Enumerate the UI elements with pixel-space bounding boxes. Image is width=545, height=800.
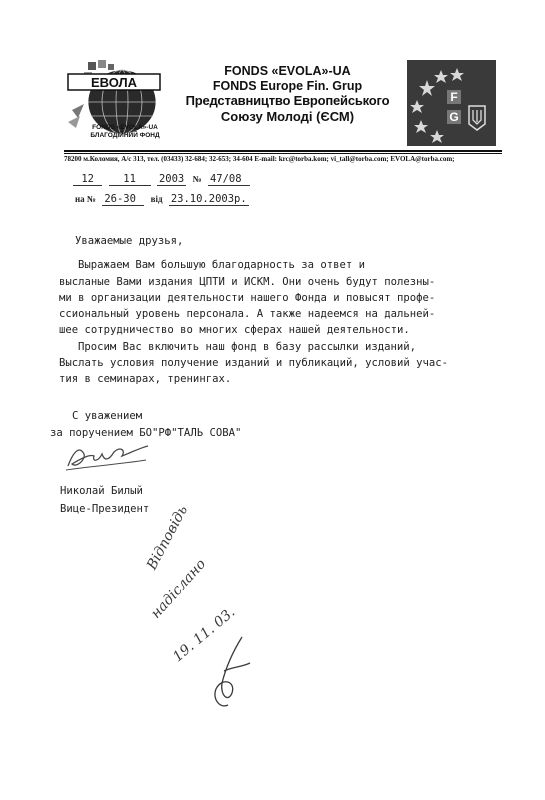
european-union-emblem bbox=[407, 60, 496, 146]
paragraph-1-line-5: шее сотрудничество во многих сферах нашей деятельности. bbox=[59, 324, 410, 337]
greeting: Уважаемые друзья, bbox=[75, 235, 184, 247]
handwritten-line-2: надіслано bbox=[148, 556, 210, 622]
logo-caption-line-2: БЛАГОДІЙНИЙ ФОНД bbox=[90, 131, 160, 139]
closing-regards: С уважением bbox=[72, 410, 143, 422]
closing-on-behalf: за поручением БО"РФ"ТАЛЬ СОВА" bbox=[50, 426, 242, 439]
org-line-4: Союзу Молоді (ЄСМ) bbox=[220, 109, 355, 124]
paragraph-1-line-1: Выражаем Вам большую благодарность за ответ и bbox=[78, 259, 366, 272]
reply-label: на № bbox=[75, 194, 96, 204]
handwritten-initials bbox=[202, 633, 262, 713]
svg-text:F: F bbox=[450, 90, 458, 104]
reply-reference bbox=[75, 193, 249, 205]
outgoing-reference bbox=[73, 173, 250, 185]
date-day: 12 bbox=[81, 173, 94, 185]
handwritten-line-3: 19. 11. 03. bbox=[170, 604, 239, 666]
paragraph-2-line-3: тия в семинарах, тренингах. bbox=[59, 373, 232, 386]
paragraph-2-line-2: Выслать условия получение изданий и публикаций, условий учас- bbox=[59, 357, 449, 370]
outgoing-number: 47/08 bbox=[209, 173, 242, 185]
paragraph-1-line-3: ми в организации деятельности нашего Фонда и повысят профе- bbox=[59, 291, 436, 304]
signature bbox=[62, 440, 152, 474]
signer-name: Николай Билый bbox=[60, 485, 143, 497]
letter-body bbox=[59, 233, 499, 388]
svg-text:G: G bbox=[449, 110, 459, 124]
org-line-2: FONDS Europe Fin. Grup bbox=[212, 79, 363, 93]
org-line-1: FONDS «EVOLA»-UA bbox=[224, 64, 351, 78]
closing bbox=[50, 408, 241, 441]
date-year: 2003 bbox=[158, 173, 185, 185]
signer-title: Вице-Президент bbox=[60, 503, 150, 515]
logo-caption bbox=[80, 124, 170, 139]
handwritten-note bbox=[140, 503, 280, 715]
date-month: 11 bbox=[123, 173, 136, 185]
logo-caption-line-1: FONDS «EVOLA»-UA bbox=[92, 124, 158, 131]
paragraph-1-line-4: ссиональный уровень персонала. А также надеемся на дальней- bbox=[59, 308, 436, 321]
reply-number: 26-30 bbox=[104, 193, 136, 205]
paragraph-2-line-1: Просим Вас включить наш фонд в базу рассылки изданий, bbox=[78, 340, 417, 353]
org-line-3: Представництво Европейського bbox=[185, 93, 390, 108]
signer bbox=[60, 482, 149, 518]
letterhead-divider bbox=[64, 150, 502, 152]
reply-date: 23.10.2003р. bbox=[170, 193, 247, 205]
from-label: від bbox=[150, 194, 163, 204]
contact-address: 78200 м.Коломия, А/с 313, тел. (03433) 32-684; 32-653; 34-604 E-mail: krc@torba.kom; vi_tall@torba.com; EVOLA@torba.com; bbox=[64, 155, 455, 163]
logo-text: ЕВОЛА bbox=[90, 75, 138, 90]
paragraph-1-line-2: высланые Вами издания ЦПТИ и ИСКМ. Они очень будут полезны- bbox=[59, 275, 436, 288]
number-label: № bbox=[192, 174, 202, 184]
handwritten-line-1: Відповідь bbox=[144, 503, 192, 573]
organization-name bbox=[170, 64, 405, 125]
